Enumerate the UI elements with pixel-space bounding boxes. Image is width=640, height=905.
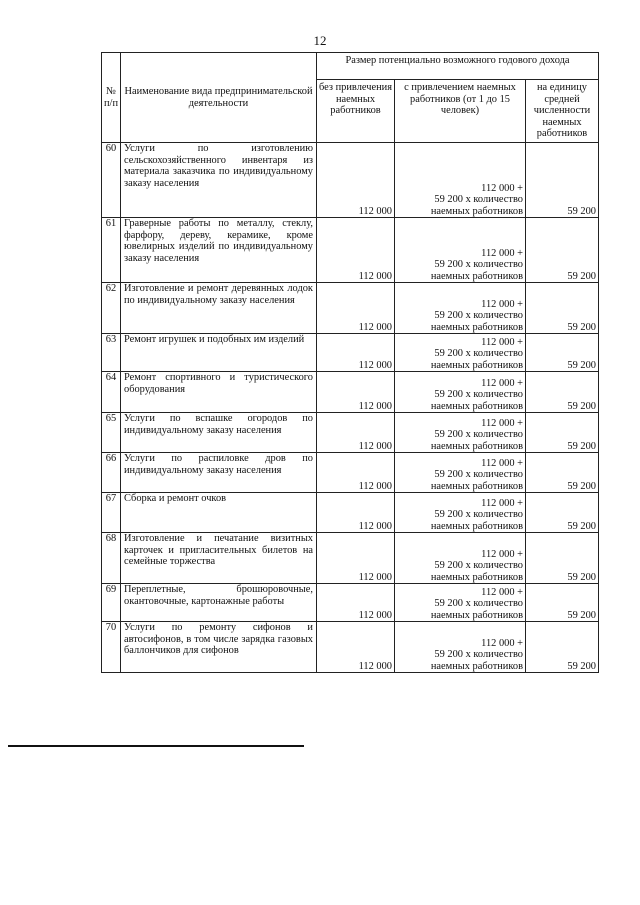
income-formula-line: 59 200 х количество bbox=[434, 509, 523, 520]
table-row bbox=[102, 283, 599, 334]
income-per-worker: 59 200 bbox=[526, 143, 599, 218]
income-without-workers: 112 000 bbox=[317, 533, 395, 584]
table-row bbox=[102, 453, 599, 493]
income-formula-line: 59 200 х количество bbox=[434, 560, 523, 571]
income-formula-line: 59 200 х количество bbox=[434, 649, 523, 660]
income-with-workers bbox=[395, 622, 526, 673]
income-formula-line: наемных работников bbox=[430, 520, 523, 532]
header-without-workers: без привлечения наемных работников bbox=[317, 80, 395, 143]
income-formula-line: 112 000 + bbox=[481, 298, 523, 310]
row-number: 67 bbox=[102, 493, 121, 533]
activity-name: Ремонт спортивного и туристического оборудования bbox=[121, 372, 317, 413]
income-without-workers: 112 000 bbox=[317, 622, 395, 673]
income-formula-line: 112 000 + bbox=[481, 182, 523, 194]
income-formula-line: наемных работников bbox=[430, 359, 523, 371]
income-with-workers bbox=[395, 584, 526, 622]
income-per-worker: 59 200 bbox=[526, 283, 599, 334]
header-activity-name: Наименование вида предпринимательской деятельности bbox=[121, 53, 317, 143]
income-formula-line: наемных работников bbox=[430, 609, 523, 621]
income-with-workers bbox=[395, 372, 526, 413]
header-with-workers: с привлечением наемных работников (от 1 до 15 человек) bbox=[395, 80, 526, 143]
income-formula-line: наемных работников bbox=[430, 321, 523, 333]
income-per-worker: 59 200 bbox=[526, 533, 599, 584]
row-number: 68 bbox=[102, 533, 121, 584]
income-without-workers: 112 000 bbox=[317, 584, 395, 622]
income-formula-line: наемных работников bbox=[430, 480, 523, 492]
income-with-workers bbox=[395, 283, 526, 334]
income-formula-line: 59 200 х количество bbox=[434, 469, 523, 480]
activity-name: Граверные работы по металлу, стеклу, фарфору, дереву, керамике, кроме ювелирных изделий по индивидуальному заказу населения bbox=[121, 218, 317, 283]
table-row bbox=[102, 413, 599, 453]
income-without-workers: 112 000 bbox=[317, 143, 395, 218]
income-without-workers: 112 000 bbox=[317, 218, 395, 283]
activity-name: Услуги по изготовлению сельскохозяйственного инвентаря из материала заказчика по индивидуальному заказу населения bbox=[121, 143, 317, 218]
income-formula-line: 112 000 + bbox=[481, 457, 523, 469]
table-row bbox=[102, 493, 599, 533]
income-with-workers bbox=[395, 493, 526, 533]
income-per-worker: 59 200 bbox=[526, 493, 599, 533]
income-with-workers bbox=[395, 334, 526, 372]
header-income-group: Размер потенциально возможного годового дохода bbox=[317, 53, 599, 80]
income-formula-line: 112 000 + bbox=[481, 497, 523, 509]
income-formula-line: наемных работников bbox=[430, 571, 523, 583]
income-formula-line: наемных работников bbox=[430, 660, 523, 672]
income-without-workers: 112 000 bbox=[317, 413, 395, 453]
table-row bbox=[102, 334, 599, 372]
row-number: 63 bbox=[102, 334, 121, 372]
income-formula-line: 59 200 х количество bbox=[434, 429, 523, 440]
row-number: 66 bbox=[102, 453, 121, 493]
income-with-workers bbox=[395, 413, 526, 453]
activity-name: Изготовление и печатание визитных карточек и пригласительных билетов на семейные торжества bbox=[121, 533, 317, 584]
income-without-workers: 112 000 bbox=[317, 493, 395, 533]
activity-name: Услуги по вспашке огородов по индивидуальному заказу населения bbox=[121, 413, 317, 453]
income-rates-table bbox=[101, 52, 599, 673]
income-without-workers: 112 000 bbox=[317, 372, 395, 413]
activity-name: Переплетные, брошюровочные, окантовочные, картонажные работы bbox=[121, 584, 317, 622]
page-number: 12 bbox=[313, 33, 327, 48]
table-body bbox=[102, 143, 599, 673]
income-per-worker: 59 200 bbox=[526, 622, 599, 673]
income-per-worker: 59 200 bbox=[526, 372, 599, 413]
income-without-workers: 112 000 bbox=[317, 453, 395, 493]
income-with-workers bbox=[395, 533, 526, 584]
table-header bbox=[102, 53, 599, 143]
income-formula-line: 112 000 + bbox=[481, 586, 523, 598]
row-number: 62 bbox=[102, 283, 121, 334]
table-row bbox=[102, 143, 599, 218]
income-without-workers: 112 000 bbox=[317, 283, 395, 334]
income-with-workers bbox=[395, 453, 526, 493]
header-number: № п/п bbox=[102, 53, 121, 143]
income-formula-line: 59 200 х количество bbox=[434, 310, 523, 321]
activity-name: Ремонт игрушек и подобных им изделий bbox=[121, 334, 317, 372]
income-formula-line: 112 000 + bbox=[481, 637, 523, 649]
table-row bbox=[102, 622, 599, 673]
income-formula-line: 112 000 + bbox=[481, 548, 523, 560]
row-number: 60 bbox=[102, 143, 121, 218]
income-formula-line: наемных работников bbox=[430, 270, 523, 282]
table-row bbox=[102, 533, 599, 584]
row-number: 69 bbox=[102, 584, 121, 622]
income-with-workers bbox=[395, 143, 526, 218]
activity-name: Сборка и ремонт очков bbox=[121, 493, 317, 533]
row-number: 61 bbox=[102, 218, 121, 283]
income-formula-line: 59 200 х количество bbox=[434, 389, 523, 400]
activity-name: Услуги по распиловке дров по индивидуальному заказу населения bbox=[121, 453, 317, 493]
income-formula-line: 59 200 х количество bbox=[434, 598, 523, 609]
income-per-worker: 59 200 bbox=[526, 584, 599, 622]
header-per-unit: на единицу средней численности наемных работников bbox=[526, 80, 599, 143]
row-number: 70 bbox=[102, 622, 121, 673]
income-formula-line: 112 000 + bbox=[481, 417, 523, 429]
row-number: 64 bbox=[102, 372, 121, 413]
table-row bbox=[102, 372, 599, 413]
footnote-divider bbox=[8, 745, 304, 747]
income-per-worker: 59 200 bbox=[526, 218, 599, 283]
income-with-workers bbox=[395, 218, 526, 283]
income-formula-line: 112 000 + bbox=[481, 336, 523, 348]
income-formula-line: наемных работников bbox=[430, 205, 523, 217]
income-formula-line: 59 200 х количество bbox=[434, 194, 523, 205]
activity-name: Изготовление и ремонт деревянных лодок по индивидуальному заказу населения bbox=[121, 283, 317, 334]
row-number: 65 bbox=[102, 413, 121, 453]
activity-name: Услуги по ремонту сифонов и автосифонов, в том числе зарядка газовых баллончиков для сифонов bbox=[121, 622, 317, 673]
table-row bbox=[102, 584, 599, 622]
income-formula-line: наемных работников bbox=[430, 400, 523, 412]
income-formula-line: 59 200 х количество bbox=[434, 259, 523, 270]
income-formula-line: 59 200 х количество bbox=[434, 348, 523, 359]
table-row bbox=[102, 218, 599, 283]
income-formula-line: 112 000 + bbox=[481, 247, 523, 259]
income-per-worker: 59 200 bbox=[526, 453, 599, 493]
income-per-worker: 59 200 bbox=[526, 334, 599, 372]
income-formula-line: наемных работников bbox=[430, 440, 523, 452]
income-without-workers: 112 000 bbox=[317, 334, 395, 372]
income-per-worker: 59 200 bbox=[526, 413, 599, 453]
income-formula-line: 112 000 + bbox=[481, 377, 523, 389]
